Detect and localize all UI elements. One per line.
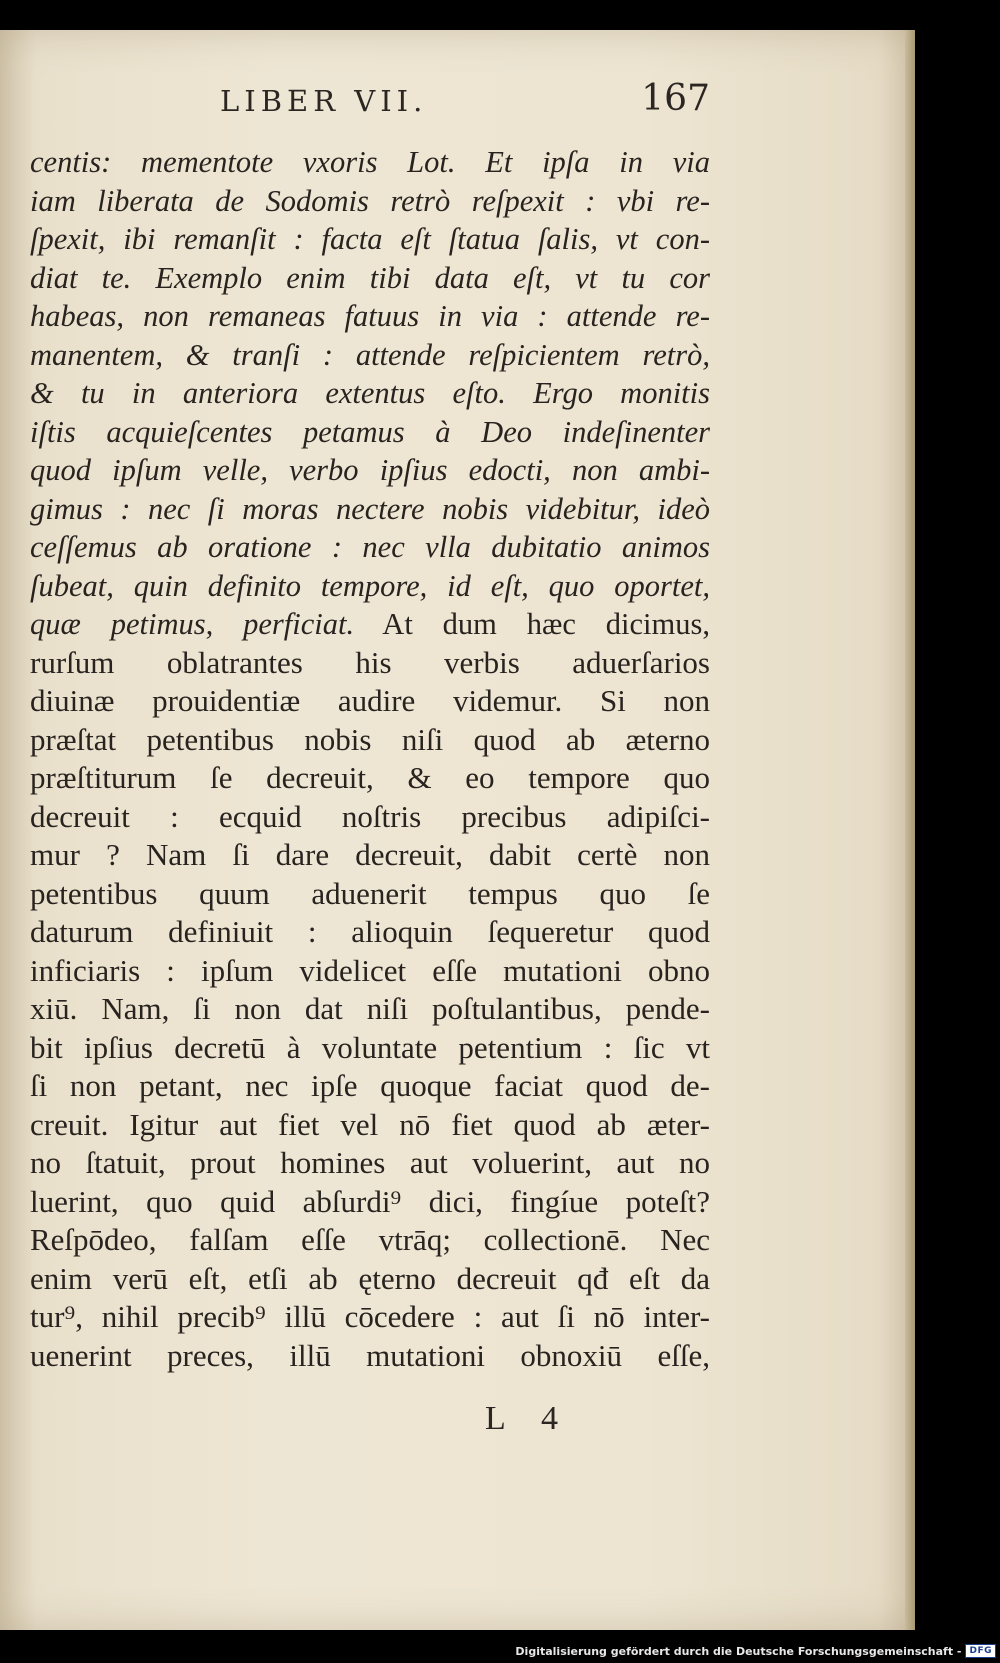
text-line: diuinæ prouidentiæ audire videmur. Si non (30, 683, 710, 718)
text-line: mur ? Nam ſi dare decreuit, dabit certè non (30, 837, 710, 872)
text-line: Reſpōdeo, falſam eſſe vtrāq; collectionē. Nec (30, 1222, 710, 1257)
text-line (30, 605, 710, 644)
text-line: inficiaris : ipſum videlicet eſſe mutationi obno (30, 952, 710, 988)
footer-credit-text: Digitalisierung gefördert durch die Deutsche Forschungsgemeinschaft - (515, 1644, 962, 1658)
text-line: ſpexit, ibi remanſit : facta eſt ſtatua ſalis, vt con- (30, 222, 710, 256)
signature-mark: L 4 (485, 1400, 573, 1437)
text-line: no ſtatuit, prout homines aut voluerint, aut no (30, 1145, 710, 1180)
text-line: creuit. Igitur aut fiet vel nō fiet quod ab æter- (30, 1106, 710, 1142)
running-head (30, 70, 710, 130)
text-line: præſtiturum ſe decreuit, & eo tempore quo (30, 760, 710, 795)
running-title: LIBER VII. (220, 84, 428, 118)
text-line: quod ipſum velle, verbo ipſius edocti, non ambi- (30, 453, 710, 487)
page-number: 167 (641, 78, 710, 119)
text-line: xiū. Nam, ſi non dat niſi poſtulantibus, pende- (30, 991, 710, 1026)
text-line: diat te. Exemplo enim tibi data eſt, vt tu cor (30, 260, 710, 295)
text-line: ceſſemus ab oratione : nec vlla dubitatio animos (30, 530, 710, 564)
text-line: præſtat petentibus nobis niſi quod ab æterno (30, 721, 710, 757)
page-edge (905, 30, 915, 1630)
text-line: rurſum oblatrantes his verbis aduerſarios (30, 644, 710, 680)
text-line: tur⁹, nihil precib⁹ illū cōcedere : aut ſi nō inter- (30, 1299, 710, 1334)
text-line-italic-part: quæ petimus, perficiat. (30, 607, 355, 641)
text-line: iam liberata de Sodomis retrò reſpexit : vbi re- (30, 183, 710, 218)
book-page (0, 30, 915, 1630)
text-line: gimus : nec ſi moras nectere nobis videbitur, ideò (30, 491, 710, 526)
text-line: enim verū eſt, etſi ab ęterno decreuit qđ eſt da (30, 1260, 710, 1296)
text-line: bit ipſius decretū à voluntate petentium : ſic vt (30, 1029, 710, 1065)
text-line: manentem, & tranſi : attende reſpicientem retrò, (30, 337, 710, 372)
text-line: iſtis acquieſcentes petamus à Deo indeſinenter (30, 414, 710, 449)
text-line: ſubeat, quin definito tempore, id eſt, quo oportet, (30, 568, 710, 603)
text-line: decreuit : ecquid noſtris precibus adipiſci- (30, 798, 710, 834)
text-line: petentibus quum aduenerit tempus quo ſe (30, 875, 710, 911)
text-line: luerint, quo quid abſurdi⁹ dici, fingíue poteſt? (30, 1183, 710, 1219)
text-line: uenerint preces, illū mutationi obnoxiū eſſe, (30, 1337, 710, 1373)
text-line: ſi non petant, nec ipſe quoque faciat quod de- (30, 1068, 710, 1103)
text-line: centis: mementote vxoris Lot. Et ipſa in via (30, 145, 710, 179)
text-line: daturum definiuit : alioquin ſequeretur quod (30, 914, 710, 949)
text-block (30, 143, 710, 1375)
text-line: habeas, non remaneas fatuus in via : attende re- (30, 299, 710, 333)
footer-credit-bar (515, 1639, 1000, 1663)
text-line: & tu in anteriora extentus eſto. Ergo monitis (30, 376, 710, 410)
dfg-logo-icon: DFG (965, 1644, 996, 1658)
text-line-roman-part: At dum hæc dicimus, (354, 607, 710, 641)
